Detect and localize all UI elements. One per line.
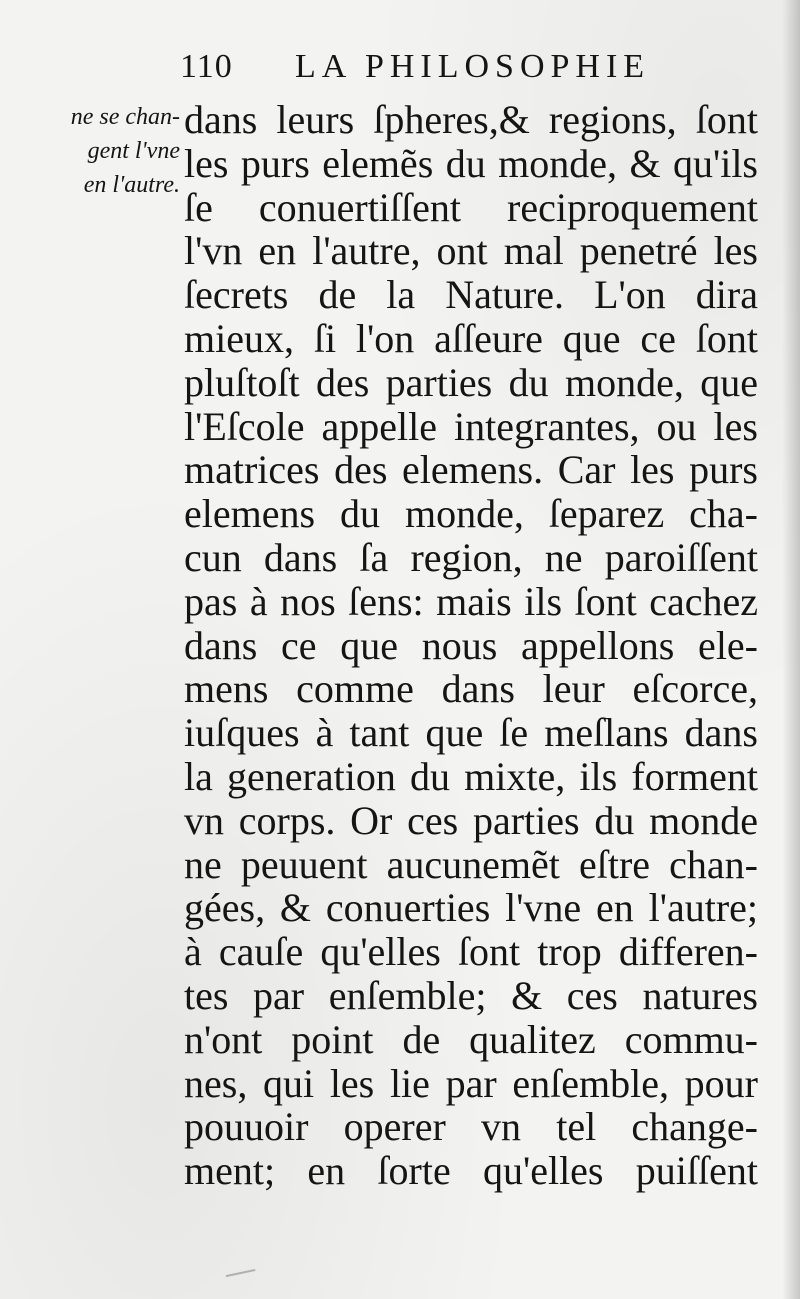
text-line: mens comme dans leur eſcorce, xyxy=(184,666,758,712)
page-number: 110 xyxy=(180,48,233,85)
text-line: ſecrets de la Nature. L'on dira xyxy=(184,272,758,318)
margin-note-line: gent l'vne xyxy=(87,138,180,164)
margin-note-line: en l'autre. xyxy=(83,172,180,198)
text-line: les purs elemẽs du monde, & qu'ils xyxy=(184,140,758,186)
text-line: tes par enſemble; & ces natures xyxy=(184,972,758,1018)
text-line: dans leurs ſpheres,& regions, ſont xyxy=(184,97,758,142)
body-text xyxy=(184,98,758,1193)
text-line: ſe conuertiſſent reciproquement xyxy=(184,184,758,230)
text-line: ne peuuent aucunemẽt eſtre chan- xyxy=(184,841,758,887)
text-line: elemens du monde, ſeparez cha- xyxy=(184,491,758,537)
ink-smudge xyxy=(226,1269,257,1281)
text-line: cun dans ſa region, ne paroiſſent xyxy=(184,534,758,580)
text-line: dans ce que nous appellons ele- xyxy=(184,622,758,668)
page-header xyxy=(180,48,760,92)
text-line: l'Eſcole appelle integrantes, ou les xyxy=(184,403,758,449)
text-line: n'ont point de qualitez commu- xyxy=(184,1016,758,1062)
margin-note xyxy=(8,100,180,202)
text-line: vn corps. Or ces parties du monde xyxy=(184,797,758,843)
page-edge-shadow xyxy=(782,0,800,1299)
text-line: à cauſe qu'elles ſont trop differen- xyxy=(184,929,758,975)
text-line: la generation du mixte, ils forment xyxy=(184,753,758,799)
text-line: nes, qui les lie par enſemble, pour xyxy=(184,1060,758,1106)
text-line: matrices des elemens. Car les purs xyxy=(184,447,758,493)
text-line: gées, & conuerties l'vne en l'autre; xyxy=(184,885,758,931)
text-line: pluſtoſt des parties du monde, que xyxy=(184,359,758,405)
text-line: l'vn en l'autre, ont mal penetré les xyxy=(184,228,758,274)
text-line: mieux, ſi l'on aſſeure que ce ſont xyxy=(184,315,758,361)
text-line: pouuoir operer vn tel change- xyxy=(184,1104,758,1150)
text-line: iuſques à tant que ſe meſlans dans xyxy=(184,710,758,756)
text-line: pas à nos ſens: mais ils ſont cachez xyxy=(184,578,758,624)
text-line: ment; en ſorte qu'elles puiſſent xyxy=(184,1148,758,1194)
running-title: LA PHILOSOPHIE xyxy=(295,48,651,85)
margin-note-line: ne se chan- xyxy=(70,104,180,130)
